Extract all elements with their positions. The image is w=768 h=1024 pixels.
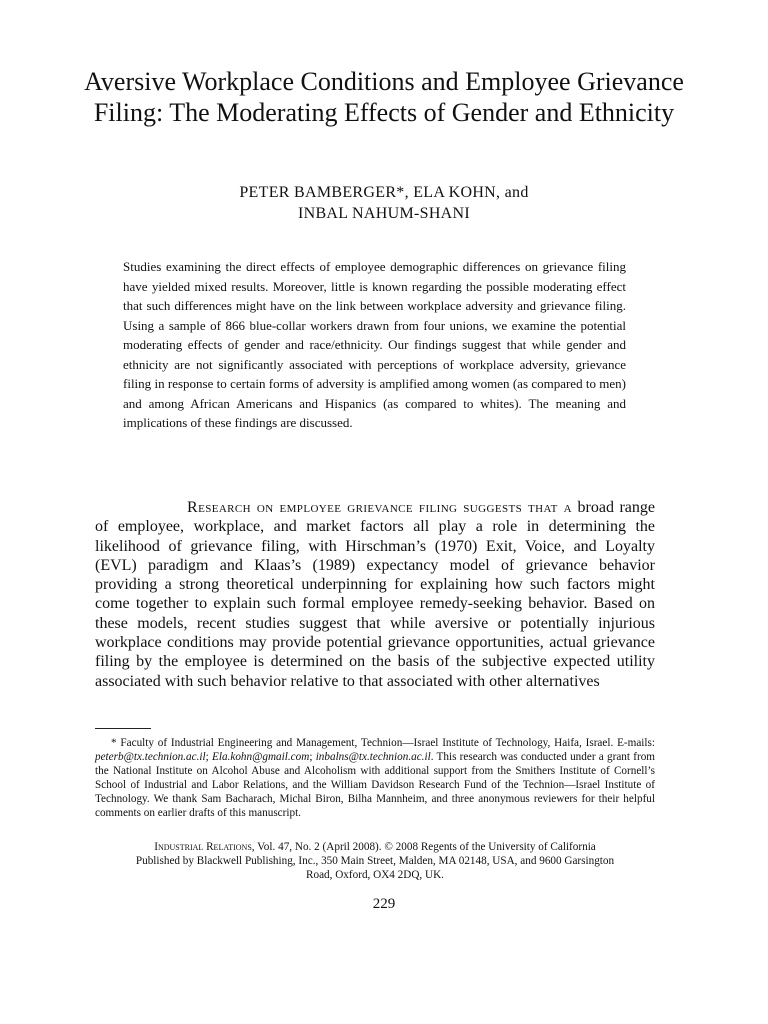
publisher-line-1: Published by Blackwell Publishing, Inc., 350 Main Street, Malden, MA 02148, USA, and 9600 Garsington xyxy=(135,855,615,868)
publisher-line-2: Road, Oxford, OX4 2DQ, UK. xyxy=(306,869,444,882)
body-paragraph xyxy=(95,498,655,691)
email-link-1[interactable]: peterb@tx.technion.ac.il xyxy=(95,751,206,764)
journal-details: , Vol. 47, No. 2 (April 2008). © 2008 Regents of the University of California xyxy=(251,841,596,853)
email-separator: ; xyxy=(309,751,316,764)
author-line-1: PETER BAMBERGER*, ELA KOHN, and xyxy=(239,184,529,201)
footnote-rule xyxy=(95,728,151,729)
author-list xyxy=(100,182,668,224)
journal-line-1 xyxy=(95,840,655,854)
email-link-2[interactable]: Ela.kohn@gmail.com xyxy=(212,751,310,764)
page-number: 229 xyxy=(372,896,396,912)
journal-citation xyxy=(95,840,655,883)
journal-name: Industrial Relations xyxy=(154,841,252,853)
author-footnote xyxy=(95,736,655,821)
body-lead-in: Research on employee grievance filing suggests that a xyxy=(187,499,572,516)
body-text: broad range of employee, workplace, and market factors all play a role in determining the likelihood of grievance filing, with Hirschman’s (1970) Exit, Voice, and Loyalty (EVL) paradigm and Klaas’s (1989) expectancy model of grievance behavior providing a strong theoretical underpinning for explaining how such factors might come together to explain such formal employee remedy-seeking behavior. Based on these models, recent studies suggest that while aversive or potentially injurious workplace conditions may provide potential grievance opportunities, actual grievance filing by the employee is determined on the basis of the subjective expected utility associated with such behavior relative to that associated with other alternatives xyxy=(95,499,655,690)
article-title: Aversive Workplace Conditions and Employee Grievance Filing: The Moderating Effects of Gender and Ethnicity xyxy=(84,67,684,127)
email-link-3[interactable]: inbalns@tx.technion.ac.il xyxy=(315,751,431,764)
footnote-acknowledgements: . This research was conducted under a grant from the National Institute on Alcohol Abuse and Alcoholism with additional support from the Smithers Institute of Cornell’s School of Industrial and Labor Relations, and the William Davidson Research Fund of the Technion—Israel Institute of Technology. We thank Sam Bacharach, Michal Biron, Bilha Mannheim, and three anonymous reviewers for their helpful comments on earlier drafts of this manuscript. xyxy=(95,751,656,820)
abstract: Studies examining the direct effects of employee demographic differences on grievance filing have yielded mixed results. Moreover, little is known regarding the possible moderating effect that such differences might have on the link between workplace adversity and grievance filing. Using a sample of 866 blue-collar workers drawn from four unions, we examine the potential moderating effects of gender and race/ethnicity. Our findings suggest that while gender and ethnicity are not significantly associated with perceptions of workplace adversity, grievance filing in response to certain forms of adversity is amplified among women (as compared to men) and among African Americans and Hispanics (as compared to whites). The meaning and implications of these findings are discussed. xyxy=(123,259,626,430)
author-line-2: INBAL NAHUM-SHANI xyxy=(297,205,471,222)
email-separator: ; xyxy=(205,751,213,764)
footnote-affiliation: * Faculty of Industrial Engineering and Management, Technion—Israel Institute of Technology, Haifa, Israel. E-mails: xyxy=(111,737,655,749)
